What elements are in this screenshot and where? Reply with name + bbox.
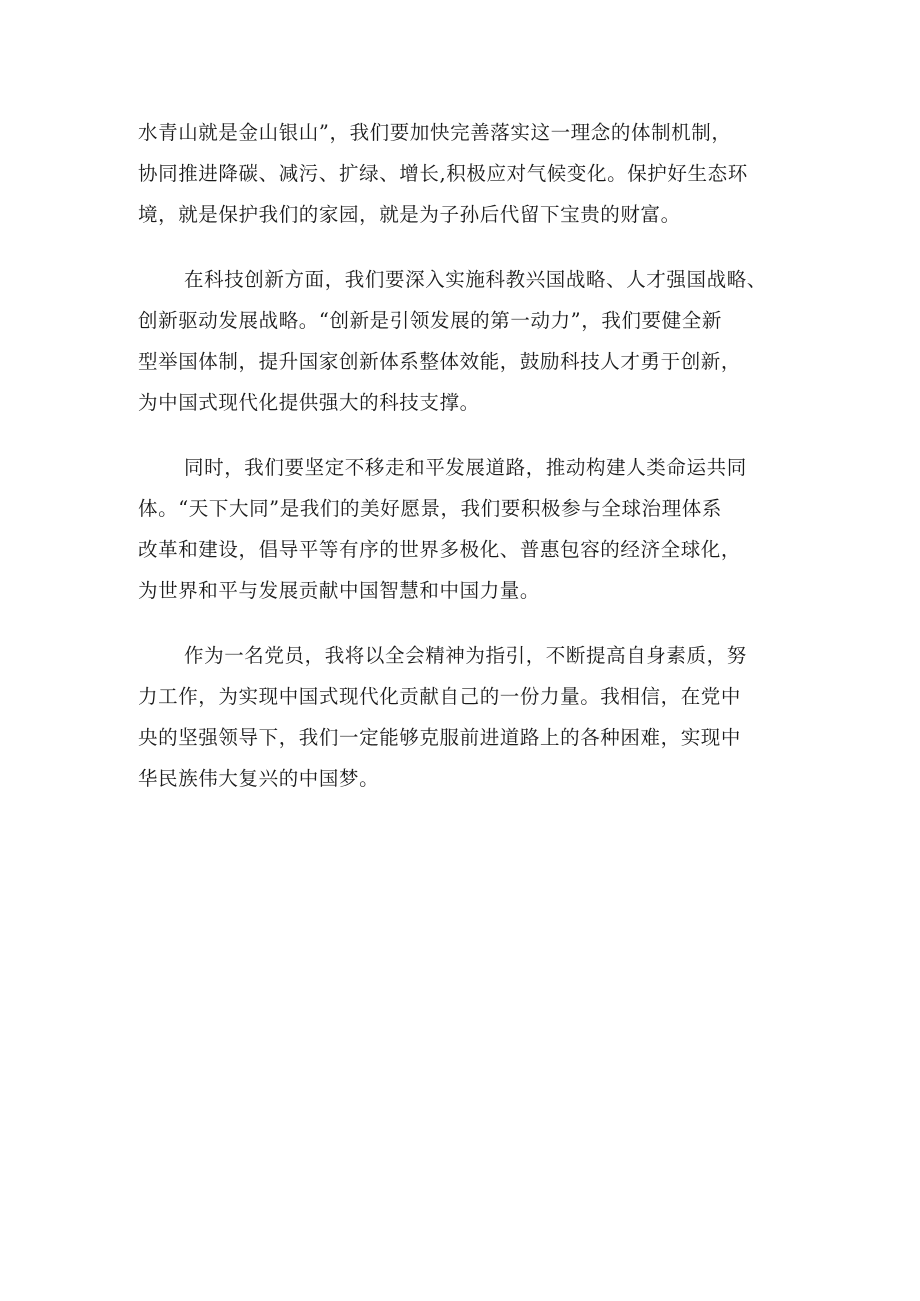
text-line: 力工作，为实现中国式现代化贡献自己的一份力量。我相信，在党中 [138, 685, 742, 708]
document-body [138, 112, 798, 823]
text-line: 创新驱动发展战略。“创新是引领发展的第一动力”，我们要健全新 [138, 309, 722, 332]
paragraph-ecology [138, 112, 798, 235]
text-line: 在科技创新方面，我们要深入实施科教兴国战略、人才强国战略、 [184, 268, 767, 291]
paragraph-conclusion [138, 635, 798, 799]
text-line: 协同推进降碳、减污、扩绿、增长,积极应对气候变化。保护好生态环 [138, 162, 748, 185]
text-line: 为世界和平与发展贡献中国智慧和中国力量。 [138, 579, 541, 602]
text-line: 水青山就是金山银山”，我们要加快完善落实这一理念的体制机制， [138, 121, 732, 144]
text-line: 体。“天下大同”是我们的美好愿景，我们要积极参与全球治理体系 [138, 497, 722, 520]
text-line: 同时，我们要坚定不移走和平发展道路，推动构建人类命运共同 [184, 456, 747, 479]
text-line: 为中国式现代化提供强大的科技支撑。 [138, 391, 480, 414]
text-line: 华民族伟大复兴的中国梦。 [138, 767, 380, 790]
paragraph-innovation [138, 259, 798, 423]
text-line: 作为一名党员，我将以全会精神为指引，不断提高自身素质，努 [184, 644, 747, 667]
text-line: 改革和建设，倡导平等有序的世界多极化、普惠包容的经济全球化， [138, 538, 742, 561]
text-line: 境，就是保护我们的家园，就是为子孙后代留下宝贵的财富。 [138, 203, 681, 226]
paragraph-peace [138, 447, 798, 611]
text-line: 型举国体制，提升国家创新体系整体效能，鼓励科技人才勇于创新， [138, 350, 742, 373]
text-line: 央的坚强领导下，我们一定能够克服前进道路上的各种困难，实现中 [138, 726, 742, 749]
